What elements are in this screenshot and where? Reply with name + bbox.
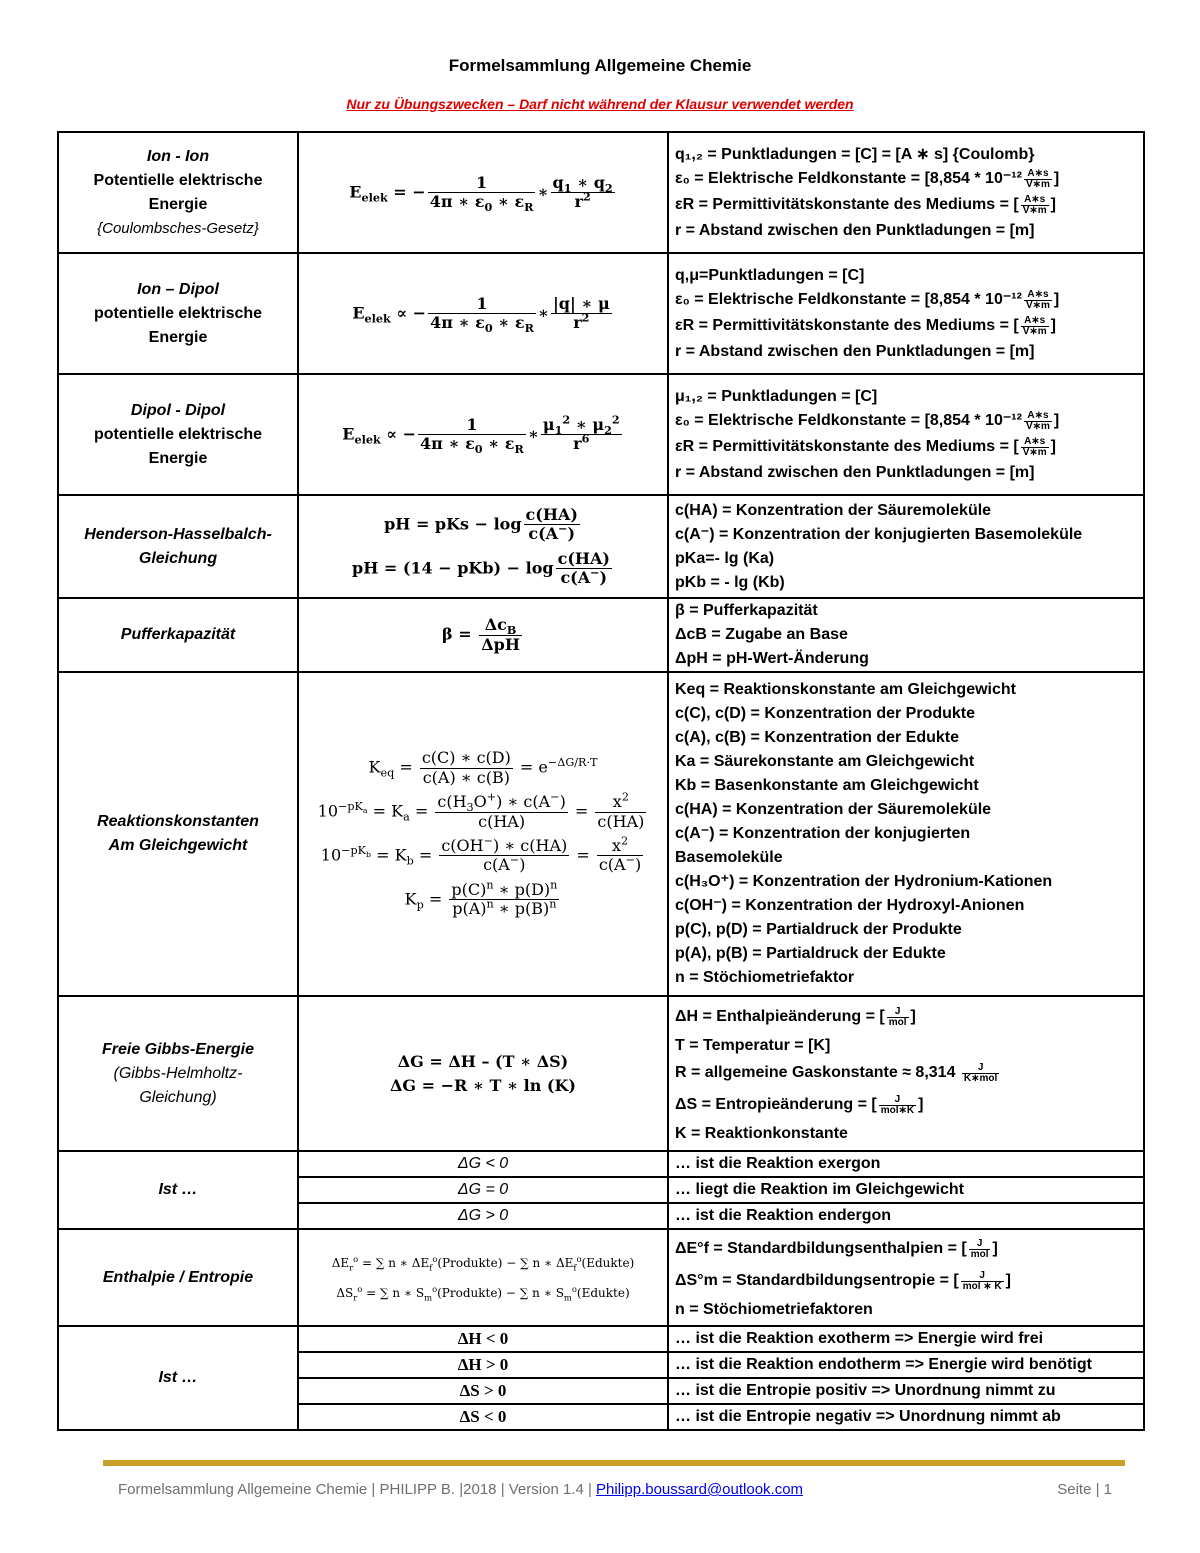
desc-line: Basemoleküle bbox=[675, 849, 783, 866]
label-line: Gleichung bbox=[138, 549, 218, 567]
label-line: Potentielle elektrische bbox=[93, 171, 263, 189]
label-line: Henderson-Hasselbalch- bbox=[84, 525, 272, 543]
desc-line: c(H₃O⁺) = Konzentration der Hydronium-Kationen bbox=[675, 873, 1053, 890]
desc-line: q₁,₂ = Punktladungen = [C] = [A ∗ s] {Coulomb} bbox=[675, 145, 1035, 163]
label-line: Gleichung) bbox=[139, 1088, 217, 1106]
row-description bbox=[668, 253, 1144, 374]
condition-cell: ΔG < 0 bbox=[298, 1151, 668, 1177]
table-row bbox=[58, 253, 1144, 374]
result-cell: … ist die Reaktion exotherm => Energie wird frei bbox=[668, 1326, 1144, 1352]
gibbs-formula bbox=[298, 996, 668, 1151]
ion-dipol-formula: $E_{elek}$ ∝ − $\frac{1}{4\pi ∗ \varepsilon_0 ∗ \varepsilon_R}$ ∗ $\frac{|q| ∗ \mu}{r^2}$ bbox=[298, 253, 668, 374]
formula-line: ΔG = ΔH – (T ∗ ΔS) bbox=[397, 1051, 569, 1071]
email-link[interactable]: Philipp.boussard@outlook.com bbox=[596, 1481, 804, 1498]
desc-line: c(A⁻) = Konzentration der konjugierten bbox=[675, 825, 971, 842]
row-description bbox=[668, 996, 1144, 1151]
page-number: Seite | 1 bbox=[1057, 1481, 1112, 1498]
desc-line: Kb = Basenkonstante am Gleichgewicht bbox=[675, 777, 979, 794]
row-label bbox=[58, 672, 298, 996]
label-line: Ion - Ion bbox=[146, 147, 210, 165]
dipol-dipol-formula: $E_{elek}$ ∝ − $\frac{1}{4\pi ∗ \varepsilon_0 ∗ \varepsilon_R}$ ∗ $\frac{\mu_1^2 ∗ \mu_2^2}{r^6}$ bbox=[298, 374, 668, 495]
footer-divider bbox=[103, 1460, 1125, 1466]
desc-line: n = Stöchiometriefaktoren bbox=[675, 1300, 873, 1318]
desc-line: n = Stöchiometriefaktor bbox=[675, 969, 855, 986]
table-row bbox=[58, 996, 1144, 1151]
result-cell: … ist die Reaktion endotherm => Energie wird benötigt bbox=[668, 1352, 1144, 1378]
label-line: Freie Gibbs-Energie bbox=[101, 1040, 255, 1058]
table-row bbox=[58, 374, 1144, 495]
desc-line: ΔS = Entropieänderung = [ $\frac{J}{\text{mol∗K}}$ ] bbox=[675, 1093, 924, 1117]
row-label bbox=[58, 1326, 298, 1430]
label-line: Ion – Dipol bbox=[137, 280, 219, 298]
row-label bbox=[58, 253, 298, 374]
table-row bbox=[58, 672, 1144, 996]
row-description bbox=[668, 1229, 1144, 1326]
table-row bbox=[58, 132, 1144, 253]
table-row bbox=[58, 598, 1144, 672]
result-cell: … liegt die Reaktion im Gleichgewicht bbox=[668, 1177, 1144, 1203]
condition-cell: ΔS > 0 bbox=[298, 1378, 668, 1404]
label-line: potentielle elektrische bbox=[93, 425, 263, 443]
coulomb-formula: $E_{elek}$ = − $\frac{1}{4\pi ∗ \varepsilon_0 ∗ \varepsilon_R}$ ∗ $\frac{q_1 ∗ q_2}{r^2}$ bbox=[298, 132, 668, 253]
page-subtitle: Nur zu Übungszwecken – Darf nicht während der Klausur verwendet werden bbox=[346, 96, 854, 112]
label-line: Pufferkapazität bbox=[120, 626, 236, 643]
label-line: Dipol - Dipol bbox=[130, 401, 226, 419]
desc-line: Keq = Reaktionskonstante am Gleichgewicht bbox=[675, 681, 1016, 698]
desc-line: ε₀ = Elektrische Feldkonstante = [8,854 * 10⁻¹² $\frac{A∗s}{V∗m}$ ] bbox=[675, 288, 1060, 312]
row-label bbox=[58, 1151, 298, 1229]
desc-line: ε₀ = Elektrische Feldkonstante = [8,854 * 10⁻¹² $\frac{A∗s}{V∗m}$ ] bbox=[675, 409, 1060, 433]
condition-cell: ΔG > 0 bbox=[298, 1203, 668, 1229]
desc-line: c(A), c(B) = Konzentration der Edukte bbox=[675, 729, 960, 746]
desc-line: r = Abstand zwischen den Punktladungen = [m] bbox=[675, 342, 1035, 360]
footer bbox=[118, 1481, 803, 1498]
row-description bbox=[668, 495, 1144, 598]
desc-line: ΔS°m = Standardbildungsentropie = [ $\frac{J}{\text{mol ∗ K}}$ ] bbox=[675, 1269, 1011, 1293]
label-line: Reaktionskonstanten bbox=[97, 813, 259, 830]
row-label bbox=[58, 495, 298, 598]
row-label bbox=[58, 598, 298, 672]
desc-line: εR = Permittivitätskonstante des Mediums = [ $\frac{A∗s}{V∗m}$ ] bbox=[675, 314, 1056, 338]
result-cell: … ist die Entropie negativ => Unordnung nimmt ab bbox=[668, 1404, 1144, 1430]
desc-line: ΔH = Enthalpieänderung = [ $\frac{J}{\text{mol}}$ ] bbox=[675, 1005, 916, 1029]
desc-line: c(HA) = Konzentration der Säuremoleküle bbox=[675, 501, 992, 519]
desc-line: p(C), p(D) = Partialdruck der Produkte bbox=[675, 921, 962, 938]
desc-line: c(OH⁻) = Konzentration der Hydroxyl-Anionen bbox=[675, 897, 1025, 914]
row-description bbox=[668, 374, 1144, 495]
desc-line: Ka = Säurekonstante am Gleichgewicht bbox=[675, 753, 975, 770]
desc-line: K = Reaktionkonstante bbox=[675, 1124, 848, 1142]
desc-line: c(HA) = Konzentration der Säuremoleküle bbox=[675, 801, 992, 818]
desc-line: q,μ=Punktladungen = [C] bbox=[675, 266, 865, 284]
footer-text: Formelsammlung Allgemeine Chemie | PHILIPP B. |2018 | Version 1.4 | bbox=[118, 1481, 592, 1498]
desc-line: R = allgemeine Gaskonstante ≈ 8,314 $\frac{J}{\text{K∗mol}}$ bbox=[675, 1061, 998, 1085]
result-cell: … ist die Reaktion exergon bbox=[668, 1151, 1144, 1177]
row-label bbox=[58, 132, 298, 253]
row-label bbox=[58, 996, 298, 1151]
puffer-formula: β = $\frac{\Delta c_B}{\text{ΔpH}}$ bbox=[298, 598, 668, 672]
desc-line: ΔE°f = Standardbildungsenthalpien = [ $\frac{J}{\text{mol}}$ ] bbox=[675, 1237, 998, 1261]
desc-line: εR = Permittivitätskonstante des Mediums = [ $\frac{A∗s}{V∗m}$ ] bbox=[675, 435, 1056, 459]
row-description bbox=[668, 672, 1144, 996]
table-row bbox=[58, 1229, 1144, 1326]
desc-line: pKa=- lg (Ka) bbox=[675, 549, 775, 567]
row-label bbox=[58, 374, 298, 495]
label-line: {Coulombsches-Gesetz} bbox=[97, 219, 259, 237]
desc-line: r = Abstand zwischen den Punktladungen = [m] bbox=[675, 463, 1035, 481]
label-line: potentielle elektrische bbox=[93, 304, 263, 322]
desc-line: μ₁,₂ = Punktladungen = [C] bbox=[675, 387, 878, 405]
row-description bbox=[668, 598, 1144, 672]
label-line: Enthalpie / Entropie bbox=[102, 1268, 254, 1286]
table-row bbox=[58, 1151, 1144, 1177]
desc-line: r = Abstand zwischen den Punktladungen = [m] bbox=[675, 221, 1035, 239]
label-line: (Gibbs-Helmholtz- bbox=[113, 1064, 243, 1082]
enthalpie-formula: $\Delta E_r^o$ = ∑ n ∗ $\Delta E_f^o(Produkte)$ − ∑ n ∗ $\Delta E_f^o(Edukte)$ $\Delta S_r^o$ = ∑ n ∗ $S_m^o(Produkte)$ − ∑ n ∗ $S_m^o(Edukte)$ bbox=[298, 1229, 668, 1326]
table-row bbox=[58, 495, 1144, 598]
table-row bbox=[58, 1326, 1144, 1352]
reaktion-formulas: $K_{eq}$ = $\frac{c(C) ∗ c(D)}{c(A) ∗ c(B)}$ = $e^{-\Delta G/R\cdot T}$ $10^{-pK_a} = K_a$ = $\frac{c(H_3O^+) ∗ c(A^-)}{c(HA)}$ = $\frac{x^2}{c(HA)}$ $10^{-pK_b} = K_b$ = $\frac{c(OH^-) ∗ c(HA)}{c(A^-)}$ = $\frac{x^2}{c(A^-)}$ $K_p$ = $\frac{p(C)^n ∗ p(D)^n}{p(A)^n ∗ p(B)^n}$ bbox=[298, 672, 668, 996]
condition-cell: ΔG = 0 bbox=[298, 1177, 668, 1203]
desc-line: β = Pufferkapazität bbox=[675, 602, 818, 619]
label-line: Ist … bbox=[158, 1181, 198, 1198]
desc-line: pKb = - lg (Kb) bbox=[675, 573, 785, 591]
formula-table bbox=[57, 131, 1145, 1431]
label-line: Am Gleichgewicht bbox=[108, 837, 248, 854]
row-description bbox=[668, 132, 1144, 253]
result-cell: … ist die Reaktion endergon bbox=[668, 1203, 1144, 1229]
label-line: Ist … bbox=[158, 1369, 198, 1386]
desc-line: p(A), p(B) = Partialdruck der Edukte bbox=[675, 945, 946, 962]
condition-cell: ΔH > 0 bbox=[298, 1352, 668, 1378]
result-cell: … ist die Entropie positiv => Unordnung nimmt zu bbox=[668, 1378, 1144, 1404]
desc-line: T = Temperatur = [K] bbox=[675, 1036, 831, 1054]
condition-cell: ΔS < 0 bbox=[298, 1404, 668, 1430]
henderson-formula: pH = pKs − log $\frac{c(HA)}{c(A^-)}$ pH = (14 − pKb) − log $\frac{c(HA)}{c(A^-)}$ bbox=[298, 495, 668, 598]
formula-line: ΔG = −R ∗ T ∗ ln (K) bbox=[390, 1075, 576, 1095]
desc-line: c(C), c(D) = Konzentration der Produkte bbox=[675, 705, 976, 722]
page-title: Formelsammlung Allgemeine Chemie bbox=[448, 56, 752, 75]
label-line: Energie bbox=[148, 328, 208, 346]
desc-line: ε₀ = Elektrische Feldkonstante = [8,854 * 10⁻¹² $\frac{A∗s}{V∗m}$ ] bbox=[675, 167, 1060, 191]
row-label bbox=[58, 1229, 298, 1326]
desc-line: c(A⁻) = Konzentration der konjugierten Basemoleküle bbox=[675, 525, 1083, 543]
desc-line: ΔpH = pH-Wert-Änderung bbox=[675, 650, 869, 667]
desc-line: ΔcB = Zugabe an Base bbox=[675, 626, 848, 643]
label-line: Energie bbox=[148, 195, 208, 213]
label-line: Energie bbox=[148, 449, 208, 467]
desc-line: εR = Permittivitätskonstante des Mediums = [ $\frac{A∗s}{V∗m}$ ] bbox=[675, 193, 1056, 217]
condition-cell: ΔH < 0 bbox=[298, 1326, 668, 1352]
